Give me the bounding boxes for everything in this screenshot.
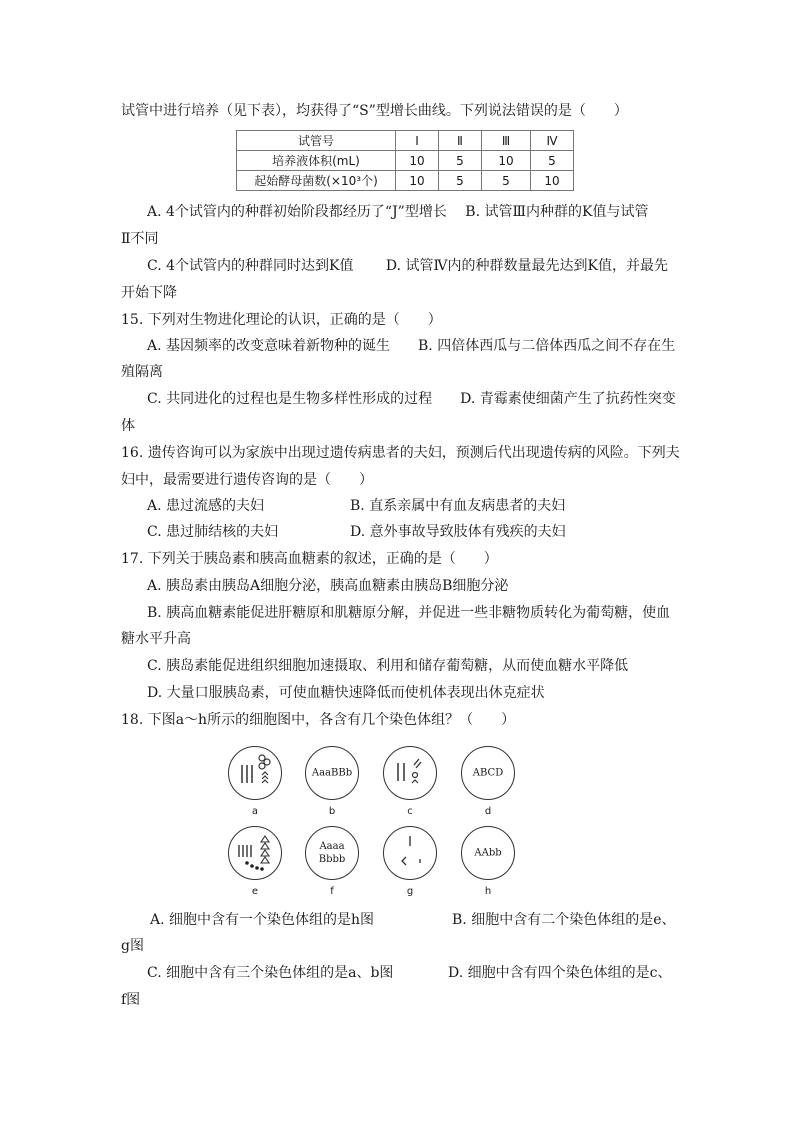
q15-option-a-cont: 殖隔离 bbox=[121, 364, 163, 380]
q16-option-c: C. 患过肺结核的夫妇 bbox=[147, 524, 279, 540]
cell-label: a bbox=[251, 806, 259, 817]
q18-option-d: D. 细胞中含有四个染色体组的是c、 bbox=[448, 965, 672, 981]
q14-option-c: C. 4个试管内的种群同时达到K值 D. 试管Ⅳ内的种群数量最先达到K值，并最先 bbox=[147, 258, 668, 274]
chromosome-drawing bbox=[384, 827, 438, 881]
q18-option-c: C. 细胞中含有三个染色体组的是a、b图 bbox=[147, 965, 394, 981]
table-cell: 10 bbox=[482, 151, 531, 171]
table-cell: 5 bbox=[439, 171, 482, 191]
cell-g bbox=[383, 826, 437, 880]
genotype-label: AAbb bbox=[474, 847, 502, 859]
table-cell: 10 bbox=[396, 171, 439, 191]
cell-h bbox=[461, 826, 515, 880]
genotype-label: AaaBBb bbox=[311, 767, 353, 779]
genotype-line: Bbbb bbox=[318, 854, 346, 865]
q16-option-d: D. 意外事故导致肢体有残疾的夫妇 bbox=[350, 524, 566, 540]
cell-b bbox=[305, 746, 359, 800]
genotype-label: ABCD bbox=[472, 767, 504, 779]
q17-stem: 17. 下列关于胰岛素和胰高血糖素的叙述，正确的是（ ） bbox=[121, 551, 498, 567]
cell-label: e bbox=[251, 886, 259, 897]
cell-label: c bbox=[407, 806, 413, 817]
table-cell: Ⅲ bbox=[482, 131, 531, 151]
table-row bbox=[237, 171, 574, 191]
genotype-label bbox=[306, 840, 358, 866]
q17-option-c: C. 胰岛素能促进组织细胞加速摄取、利用和储存葡萄糖，从而使血糖水平降低 bbox=[147, 658, 629, 674]
table-cell: 10 bbox=[531, 171, 574, 191]
q17-option-b-cont: 糖水平升高 bbox=[121, 631, 191, 647]
q18-option-a: A. 细胞中含有一个染色体组的是h图 bbox=[150, 912, 375, 928]
table-cell: Ⅳ bbox=[531, 131, 574, 151]
q16-option-b: B. 直系亲属中有血友病患者的夫妇 bbox=[350, 498, 566, 514]
cell-label: d bbox=[484, 806, 492, 817]
chromosome-drawing bbox=[229, 747, 283, 801]
q16-stem-cont: 妇中，最需要进行遗传咨询的是（ ） bbox=[121, 472, 373, 488]
cell-c bbox=[383, 746, 437, 800]
q18-stem: 18. 下图a～h所示的细胞图中，各含有几个染色体组？（ ） bbox=[121, 712, 516, 728]
q18-option-b-cont: g图 bbox=[121, 938, 144, 954]
q14-option-a: A. 4个试管内的种群初始阶段都经历了“J”型增长 B. 试管Ⅲ内种群的K值与试管 bbox=[147, 204, 649, 220]
chromosome-drawing bbox=[229, 827, 283, 881]
table-cell: Ⅰ bbox=[396, 131, 439, 151]
cell-label: h bbox=[484, 886, 492, 897]
table-cell: 试管号 bbox=[237, 131, 396, 151]
q15-option-c-cont: 体 bbox=[121, 418, 135, 434]
q14-option-c-cont: 开始下降 bbox=[121, 285, 177, 301]
cell-e bbox=[228, 826, 282, 880]
table-cell: 培养液体积(mL) bbox=[237, 151, 396, 171]
cell-label: b bbox=[328, 806, 336, 817]
table-row bbox=[237, 131, 574, 151]
cell-d bbox=[461, 746, 515, 800]
cell-a bbox=[228, 746, 282, 800]
q17-option-a: A. 胰岛素由胰岛A细胞分泌，胰高血糖素由胰岛B细胞分泌 bbox=[147, 578, 509, 594]
table-cell: 5 bbox=[531, 151, 574, 171]
q16-stem: 16. 遗传咨询可以为家族中出现过遗传病患者的夫妇，预测后代出现遗传病的风险。下列夫 bbox=[121, 445, 680, 461]
q17-option-d: D. 大量口服胰岛素，可使血糖快速降低而使机体表现出休克症状 bbox=[147, 685, 545, 701]
cell-label: g bbox=[406, 886, 414, 897]
genotype-line: Aaaa bbox=[319, 841, 345, 852]
q18-option-b: B. 细胞中含有二个染色体组的是e、 bbox=[452, 912, 676, 928]
q15-stem: 15. 下列对生物进化理论的认识，正确的是（ ） bbox=[121, 312, 442, 328]
q15-option-a: A. 基因频率的改变意味着新物种的诞生 B. 四倍体西瓜与二倍体西瓜之间不存在生 bbox=[147, 338, 676, 354]
table-cell: 5 bbox=[439, 151, 482, 171]
q14-option-a-cont: Ⅱ不同 bbox=[121, 231, 159, 247]
table-cell: 10 bbox=[396, 151, 439, 171]
table-cell: 起始酵母菌数(×10³个) bbox=[237, 171, 396, 191]
chromosome-drawing bbox=[384, 747, 438, 801]
cell-f bbox=[305, 826, 359, 880]
q16-option-a: A. 患过流感的夫妇 bbox=[147, 498, 265, 514]
cell-label: f bbox=[330, 886, 334, 897]
table-cell: 5 bbox=[482, 171, 531, 191]
q18-option-d-cont: f图 bbox=[121, 992, 141, 1008]
table-row bbox=[237, 151, 574, 171]
q15-option-c: C. 共同进化的过程也是生物多样性形成的过程 D. 青霉素使细菌产生了抗药性突变 bbox=[147, 391, 676, 407]
q17-option-b: B. 胰高血糖素能促进肝糖原和肌糖原分解，并促进一些非糖物质转化为葡萄糖，使血 bbox=[147, 605, 671, 621]
test-tube-table bbox=[236, 130, 574, 191]
q14-intro: 试管中进行培养（见下表），均获得了“S”型增长曲线。下列说法错误的是（ ） bbox=[121, 103, 628, 119]
table-cell: Ⅱ bbox=[439, 131, 482, 151]
